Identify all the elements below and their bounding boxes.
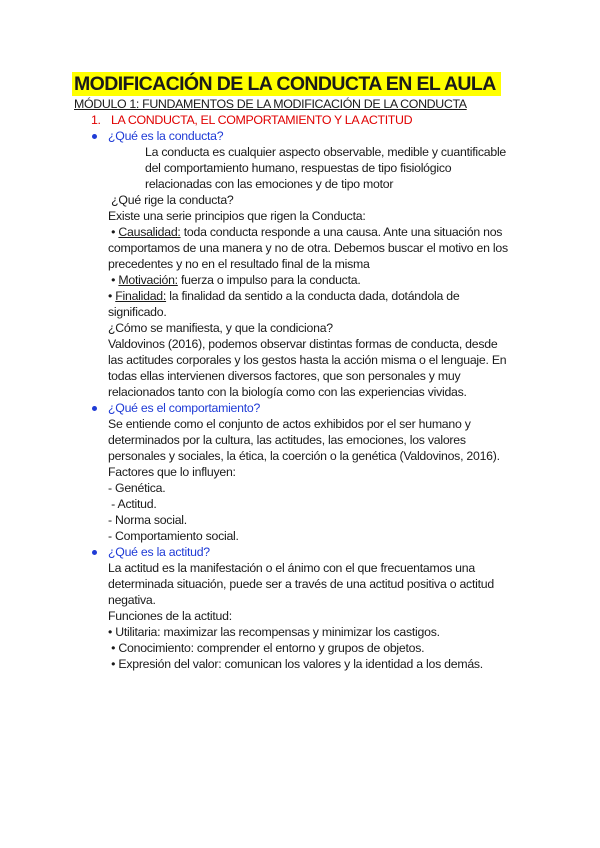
rule-intro: Existe una serie principios que rigen la Conducta:	[108, 209, 366, 223]
paragraph-line: determinados por la cultura, las actitudes, las emociones, los valores	[108, 433, 466, 447]
bullet-dot-icon	[92, 406, 97, 411]
paragraph-line: todas ellas intervienen diversos factores, que son personales y muy	[108, 369, 461, 383]
paragraph-line: la finalidad da sentido a la conducta dada, dotándola de	[166, 289, 460, 303]
comportamiento-body	[108, 416, 500, 544]
section-number: 1.	[91, 113, 101, 127]
paragraph-line: comportamos de una manera y no de otra. Debemos buscar el motivo en los	[108, 241, 508, 255]
paragraph-line: las actitudes corporales y los gestos hasta la acción misma o el lenguaje. En	[108, 353, 507, 367]
actitud-body	[108, 560, 494, 672]
paragraph-line: significado.	[108, 305, 167, 319]
paragraph-line: Se entiende como el conjunto de actos exhibidos por el ser humano y	[108, 417, 471, 431]
paragraph-line: La actitud es la manifestación o el ánimo con el que frecuentamos una	[108, 561, 475, 575]
section-label: LA CONDUCTA, EL COMPORTAMIENTO Y LA ACTITUD	[111, 113, 413, 127]
paragraph-line: determinada situación, puede ser a través de una actitud positiva o actitud	[108, 577, 494, 591]
list-item: • Utilitaria: maximizar las recompensas y minimizar los castigos.	[108, 625, 440, 639]
question-comportamiento: ¿Qué es el comportamiento?	[108, 401, 261, 415]
paragraph-line: negativa.	[108, 593, 156, 607]
section-heading	[91, 112, 412, 128]
question-conducta: ¿Qué es la conducta?	[108, 129, 224, 143]
paragraph-line: Factores que lo influyen:	[108, 465, 236, 479]
list-item: - Comportamiento social.	[108, 529, 239, 543]
rule-question: ¿Qué rige la conducta?	[111, 193, 234, 207]
paragraph-line: Valdovinos (2016), podemos observar distintas formas de conducta, desde	[108, 337, 498, 351]
paragraph-line: relacionadas con las emociones y de tipo motor	[145, 177, 394, 191]
paragraph-line: precedentes y no en el resultado final de la misma	[108, 257, 370, 271]
conducta-principles: ¿Qué rige la conducta? Existe una serie principios que rigen la Conducta: • Causalidad: toda conducta responde a una causa. Ante una situación nos comportamos de una manera y no de otra. Debemos buscar el motivo en los precedentes y no en el resultado final de la misma • Motivación: fuerza o impulso para la conducta. • Finalidad: la finalidad da sentido a la conducta dada, dotándola de significado. ¿Cómo se manifiesta, y que la condiciona? Valdovinos (2016), podemos observar distintas formas de conducta, desde las actitudes corporales y los gestos hasta la acción misma o el lenguaje. En todas ellas intervienen diversos factores, que son personales y muy relacionados tanto con la biología como con las experiencias vividas.	[108, 193, 508, 399]
paragraph-line: del comportamiento humano, respuestas de tipo fisiológico	[145, 161, 452, 175]
paragraph-line: La conducta es cualquier aspecto observable, medible y cuantificable	[145, 145, 507, 159]
term-finalidad: Finalidad:	[115, 289, 167, 303]
list-item: - Genética.	[108, 481, 166, 495]
term-causalidad: Causalidad:	[118, 225, 181, 239]
module-heading: MÓDULO 1: FUNDAMENTOS DE LA MODIFICACIÓN DE LA CONDUCTA	[74, 97, 467, 111]
paragraph-line: personales y sociales, la ética, la coerción o la genética (Valdovinos, 2016).	[108, 449, 500, 463]
conducta-definition	[145, 144, 506, 192]
question-actitud: ¿Qué es la actitud?	[108, 545, 210, 559]
term-motivacion: Motivación:	[118, 273, 178, 287]
manifest-question: ¿Cómo se manifiesta, y que la condiciona?	[108, 321, 333, 335]
paragraph-line: relacionados tanto con la biología como con las experiencias vividas.	[108, 385, 467, 399]
document-title: MODIFICACIÓN DE LA CONDUCTA EN EL AULA	[72, 72, 501, 96]
list-item: • Conocimiento: comprender el entorno y grupos de objetos.	[108, 641, 425, 655]
list-item: - Actitud.	[108, 497, 157, 511]
bullet-dot-icon	[92, 134, 97, 139]
list-item: - Norma social.	[108, 513, 187, 527]
paragraph-line: fuerza o impulso para la conducta.	[177, 273, 361, 287]
bullet-dot-icon	[92, 550, 97, 555]
list-item: • Expresión del valor: comunican los valores y la identidad a los demás.	[108, 657, 483, 671]
paragraph-line: toda conducta responde a una causa. Ante una situación nos	[180, 225, 503, 239]
paragraph-line: Funciones de la actitud:	[108, 609, 232, 623]
